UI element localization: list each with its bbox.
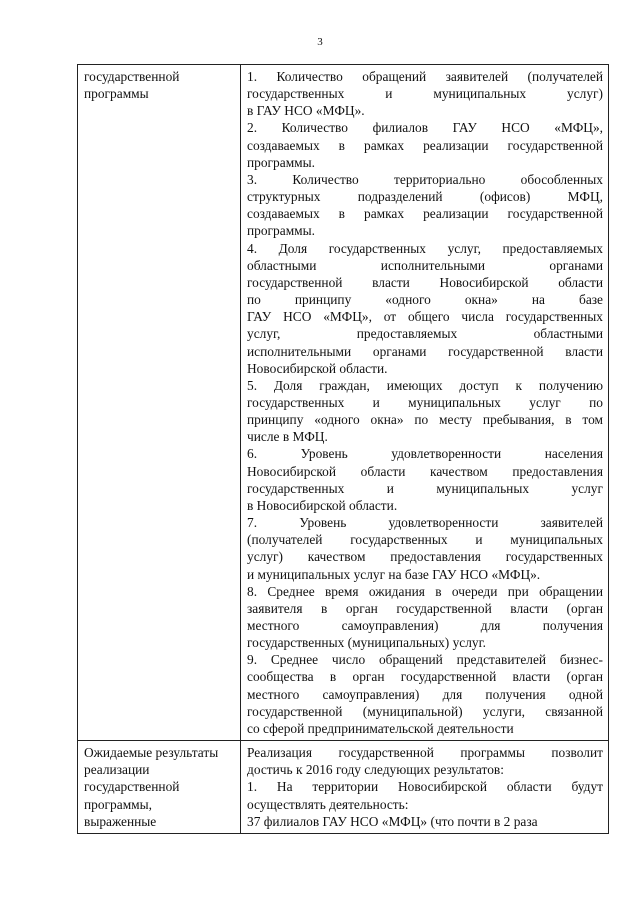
indicator-paragraph: [247, 651, 603, 737]
text-line: осуществлять деятельность:: [247, 796, 409, 812]
text-line: Новосибирской области качеством предоставления: [247, 463, 603, 479]
row-label-cell: [78, 65, 241, 741]
row-label-line: государственной: [84, 779, 180, 795]
row-label-cell: [78, 741, 241, 834]
indicator-paragraph: [247, 171, 603, 240]
row-label-line: Ожидаемые результаты: [84, 745, 219, 761]
indicator-paragraph: [247, 119, 603, 170]
text-line: областными исполнительными органами: [247, 257, 603, 273]
text-line: 6. Уровень удовлетворенности населения: [247, 446, 603, 462]
text-line: местного самоуправления) для получения одной: [247, 686, 603, 702]
indicator-paragraph: [247, 240, 603, 377]
text-line: 37 филиалов ГАУ НСО «МФЦ» (что почти в 2 раза: [247, 813, 538, 829]
text-line: государственных и муниципальных услуг: [247, 480, 603, 496]
indicator-paragraph: [247, 813, 603, 830]
text-line: услуг) качеством предоставления государственных: [247, 549, 603, 565]
indicator-paragraph: [247, 744, 603, 778]
text-line: создаваемых в рамках реализации государственной: [247, 137, 603, 153]
text-line: государственной власти Новосибирской области: [247, 274, 603, 290]
page-number: 3: [317, 36, 323, 48]
text-line: принципу «одного окна» по месту пребывания, в том: [247, 412, 603, 428]
text-line: государственных и муниципальных услуг по: [247, 394, 603, 410]
text-line: ГАУ НСО «МФЦ», от общего числа государственных: [247, 309, 603, 325]
text-line: в ГАУ НСО «МФЦ».: [247, 103, 365, 119]
text-line: программы.: [247, 223, 315, 239]
row-content-cell: [241, 741, 609, 834]
text-line: сообщества в орган государственной власти (орган: [247, 669, 603, 685]
row-label-line: программы,: [84, 796, 152, 812]
indicator-paragraph: [247, 445, 603, 514]
text-line: 1. Количество обращений заявителей (получателей: [247, 69, 603, 84]
text-line: 4. Доля государственных услуг, предоставляемых: [247, 240, 603, 256]
text-line: государственной (муниципальной) услуги, связанной: [247, 703, 603, 719]
text-line: по принципу «одного окна» на базе: [247, 292, 603, 308]
text-line: 5. Доля граждан, имеющих доступ к получению: [247, 377, 603, 393]
row-label-line: программы: [84, 86, 149, 102]
table-row: [78, 65, 609, 741]
text-line: исполнительными органами государственной власти: [247, 343, 603, 359]
text-line: структурных подразделений (офисов) МФЦ,: [247, 189, 603, 205]
text-line: и муниципальных услуг на базе ГАУ НСО «МФЦ».: [247, 566, 541, 582]
text-line: государственных и муниципальных услуг): [247, 86, 603, 102]
text-line: местного самоуправления) для получения: [247, 618, 603, 633]
row-label-line: государственной: [84, 69, 180, 84]
text-line: 8. Среднее время ожидания в очереди при обращении: [247, 583, 603, 599]
text-line: государственных (муниципальных) услуг.: [247, 635, 486, 651]
text-line: числе в МФЦ.: [247, 429, 328, 445]
text-line: 9. Среднее число обращений представителей бизнес-: [247, 652, 603, 668]
text-line: в Новосибирской области.: [247, 497, 398, 513]
indicator-paragraph: [247, 377, 603, 446]
indicator-paragraph: [247, 514, 603, 583]
row-content-cell: [241, 65, 609, 741]
text-line: создаваемых в рамках реализации государственной: [247, 206, 603, 222]
text-line: (получателей государственных и муниципальных: [247, 532, 603, 548]
indicator-paragraph: [247, 68, 603, 119]
table-row: [78, 741, 609, 834]
text-line: услуг, предоставляемых областными: [247, 326, 603, 342]
text-line: программы.: [247, 154, 315, 170]
text-line: 1. На территории Новосибирской области будут: [247, 779, 603, 795]
text-line: со сферой предпринимательской деятельности: [247, 720, 514, 736]
indicator-paragraph: [247, 583, 603, 652]
text-line: 7. Уровень удовлетворенности заявителей: [247, 515, 603, 531]
text-line: 3. Количество территориально обособленных: [247, 171, 603, 187]
text-line: достичь к 2016 году следующих результатов:: [247, 762, 504, 778]
indicator-paragraph: [247, 778, 603, 812]
row-label-line: выраженные: [84, 813, 157, 829]
text-line: заявителя в орган государственной власти (орган: [247, 600, 603, 616]
text-line: Реализация государственной программы позволит: [247, 745, 603, 761]
program-passport-table: [77, 64, 609, 834]
row-label-line: реализации: [84, 762, 150, 778]
text-line: Новосибирской области.: [247, 360, 388, 376]
text-line: 2. Количество филиалов ГАУ НСО «МФЦ»,: [247, 120, 603, 136]
